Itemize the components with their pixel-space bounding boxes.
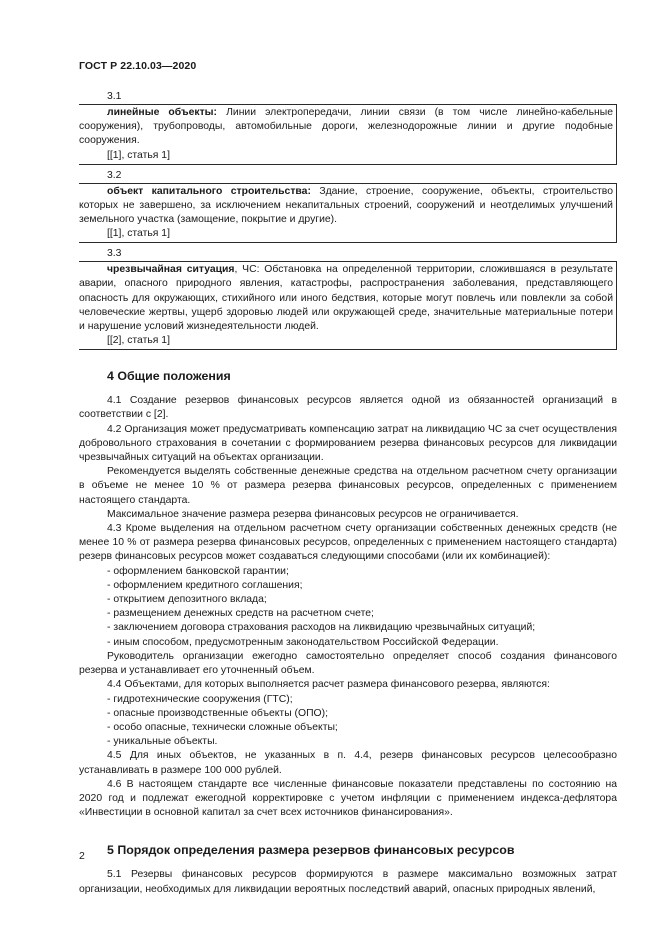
paragraph-4-6: 4.6 В настоящем стандарте все численные финансовые показатели представлены по состоянию на 2020 год и подлежат ежегодной корректировке с учетом инфляции с применением индекса-дефлятора «Инвестиции в основной капитал за счет всех источников финансирования». bbox=[79, 778, 617, 819]
objects-list bbox=[79, 693, 617, 750]
paragraph-4-5: 4.5 Для иных объектов, не указанных в п. 4.4, резерв финансовых ресурсов целесообразно устанавливать в размере 100 000 рублей. bbox=[79, 750, 617, 776]
list-item: - открытием депозитного вклада; bbox=[107, 594, 267, 606]
methods-list bbox=[79, 565, 617, 650]
paragraph: Руководитель организации ежегодно самостоятельно определяет способ создания финансового резерва и устанавливает его уточненный объем. bbox=[79, 650, 617, 677]
term-box bbox=[79, 261, 617, 350]
paragraph-5-1: 5.1 Резервы финансовых ресурсов формируются в размере максимально возможных затрат организации, необходимых для ликвидации вероятных последствий аварий, опасных природных явлений, bbox=[79, 869, 617, 895]
list-item: - заключением договора страхования расходов на ликвидацию чрезвычайных ситуаций; bbox=[107, 622, 536, 634]
term-text: Линии электропередачи, линии связи (в том числе линейно-кабельные сооружения), трубопроводы, автомобильные дороги, железнодорожные линии и другие подобные сооружения. bbox=[79, 107, 613, 147]
list-item: - уникальные объекты. bbox=[107, 736, 218, 748]
list-item: - гидротехнические сооружения (ГТС); bbox=[107, 693, 293, 705]
document-code: ГОСТ Р 22.10.03—2020 bbox=[79, 60, 197, 72]
term-number: 3.3 bbox=[107, 248, 122, 260]
paragraph-4-1: 4.1 Создание резервов финансовых ресурсов является одной из обязанностей организаций в соответствии с [2]. bbox=[79, 395, 617, 421]
term-source: [[1], статья 1] bbox=[107, 228, 170, 240]
paragraph-4-2: 4.2 Организация может предусматривать компенсацию затрат на ликвидацию ЧС за счет осуществления добровольного страхования в сочетании с формированием резерва финансовых ресурсов для ликвидации чрезвычайных ситуаций на объектах организации. bbox=[79, 423, 617, 464]
term-definition bbox=[79, 263, 613, 334]
term-definition bbox=[79, 185, 613, 228]
term-definition bbox=[79, 106, 613, 149]
term-name: объект капитального строительства: bbox=[107, 185, 311, 197]
page-number: 2 bbox=[79, 850, 85, 862]
list-item: - особо опасные, технически сложные объекты; bbox=[107, 721, 338, 733]
section-heading: 4 Общие положения bbox=[107, 369, 231, 384]
paragraph-4-4: 4.4 Объектами, для которых выполняется расчет размера финансового резерва, являются: bbox=[107, 679, 550, 691]
term-source: [[2], статья 1] bbox=[107, 335, 170, 347]
term-text: Здание, строение, сооружение, объекты, строительство которых не завершено, за исключением некапитальных строений, сооружений и неотделимых улучшений земельного участка (замощение, покрытие и другие). bbox=[79, 185, 613, 226]
term-box bbox=[79, 104, 617, 165]
paragraph: Рекомендуется выделять собственные денежные средства на отдельном расчетном счету организации в объеме не менее 10 % от размера резерва финансовых ресурсов, определенных с применением настоящего стандарта. bbox=[79, 466, 617, 506]
section-heading: 5 Порядок определения размера резервов финансовых ресурсов bbox=[107, 843, 515, 858]
term-text: , ЧС: Обстановка на определенной территории, сложившаяся в результате аварии, опасного природного явления, катастрофы, распространения заболевания, представляющего опасность для окружающих, стихийного или иного бедствия, которые могут повлечь или повлекли за собой человеческие жертвы, ущерб здоровью людей или окружающей среде, значительные материальные потери и нарушение условий жизнедеятельности людей. bbox=[79, 264, 613, 333]
term-box bbox=[79, 183, 617, 244]
list-item: - оформлением банковской гарантии; bbox=[107, 565, 289, 577]
list-item: - опасные производственные объекты (ОПО); bbox=[107, 707, 328, 719]
term-number: 3.1 bbox=[107, 91, 122, 102]
term-number: 3.2 bbox=[107, 169, 122, 181]
paragraph: Максимальное значение размера резерва финансовых ресурсов не ограничивается. bbox=[107, 508, 519, 520]
page-content bbox=[79, 90, 617, 897]
list-item: - иным способом, предусмотренным законодательством Российской Федерации. bbox=[107, 636, 499, 648]
paragraph-4-3: 4.3 Кроме выделения на отдельном расчетном счету организации собственных денежных средств (не менее 10 % от размера резерва финансовых ресурсов, определенных с применением настоящего стандарта) резерв финансовых ресурсов может создаваться следующими способами (или их комбинацией): bbox=[79, 523, 617, 563]
term-name: линейные объекты: bbox=[107, 107, 218, 118]
term-name: чрезвычайная ситуация bbox=[107, 264, 235, 276]
list-item: - размещением денежных средств на расчетном счете; bbox=[107, 608, 374, 620]
list-item: - оформлением кредитного соглашения; bbox=[107, 579, 303, 591]
term-source: [[1], статья 1] bbox=[107, 149, 170, 161]
